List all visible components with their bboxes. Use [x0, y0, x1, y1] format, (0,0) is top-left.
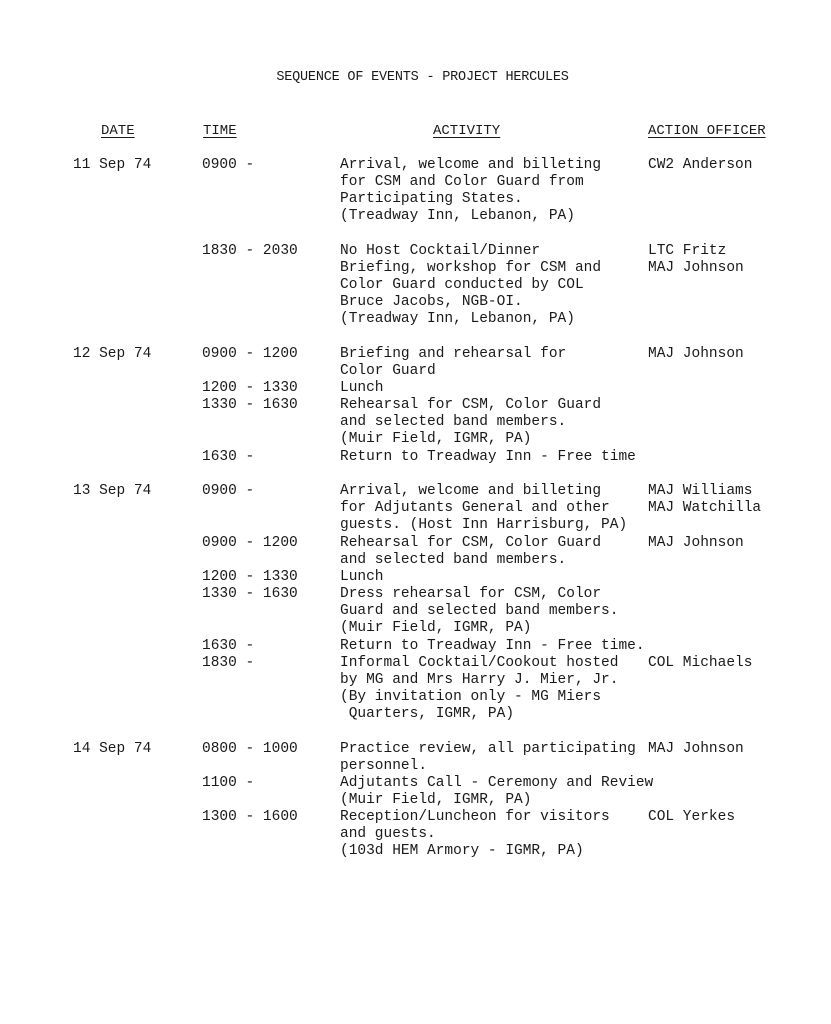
- action-officer-name: MAJ Johnson: [648, 346, 744, 362]
- time-cell: 1630 -: [202, 638, 255, 654]
- activity-line: No Host Cocktail/Dinner: [340, 243, 541, 259]
- action-officer-name: MAJ Johnson: [648, 535, 744, 551]
- activity-line: Rehearsal for CSM, Color Guard: [340, 535, 602, 551]
- time-cell: 1200 - 1330: [202, 569, 298, 585]
- date-cell: 12 Sep 74: [73, 346, 152, 362]
- header-date: DATE: [101, 123, 135, 139]
- action-officer-cell: [648, 243, 828, 277]
- time-cell: 0900 - 1200: [202, 346, 298, 362]
- action-officer-name: COL Yerkes: [648, 809, 736, 825]
- action-officer-name: LTC Fritz: [648, 243, 727, 259]
- action-officer-cell: [648, 809, 828, 826]
- action-officer-name: MAJ Watchilla: [648, 500, 762, 516]
- time-cell: 1330 - 1630: [202, 586, 298, 602]
- activity-line: for CSM and Color Guard from: [340, 174, 584, 190]
- activity-line: Rehearsal for CSM, Color Guard: [340, 397, 602, 413]
- action-officer-name: MAJ Johnson: [648, 741, 744, 757]
- activity-line: Return to Treadway Inn - Free time: [340, 449, 636, 465]
- activity-line: Arrival, welcome and billeting: [340, 483, 602, 499]
- action-officer-cell: [648, 157, 828, 174]
- activity-line: Reception/Luncheon for visitors: [340, 809, 610, 825]
- time-cell: 0900 - 1200: [202, 535, 298, 551]
- activity-line: Color Guard: [340, 363, 436, 379]
- activity-line: Briefing and rehearsal for: [340, 346, 567, 362]
- activity-cell: [340, 397, 645, 448]
- activity-line: (Treadway Inn, Lebanon, PA): [340, 208, 575, 224]
- activity-line: by MG and Mrs Harry J. Mier, Jr.: [340, 672, 619, 688]
- activity-cell: [340, 346, 645, 380]
- activity-line: (Treadway Inn, Lebanon, PA): [340, 311, 575, 327]
- activity-line: Briefing, workshop for CSM and: [340, 260, 602, 276]
- activity-line: Adjutants Call - Ceremony and Review: [340, 775, 654, 791]
- action-officer-name: MAJ Williams: [648, 483, 753, 499]
- activity-line: Lunch: [340, 380, 384, 396]
- activity-line: guests. (Host Inn Harrisburg, PA): [340, 517, 628, 533]
- activity-line: Informal Cocktail/Cookout hosted: [340, 655, 619, 671]
- activity-line: Lunch: [340, 569, 384, 585]
- header-activity: ACTIVITY: [433, 123, 501, 139]
- activity-line: Color Guard conducted by COL: [340, 277, 584, 293]
- time-cell: 0800 - 1000: [202, 741, 298, 757]
- activity-line: Arrival, welcome and billeting: [340, 157, 602, 173]
- activity-line: (Muir Field, IGMR, PA): [340, 792, 532, 808]
- activity-line: and guests.: [340, 826, 436, 842]
- action-officer-cell: [648, 741, 828, 758]
- activity-cell: [340, 655, 645, 723]
- action-officer-cell: [648, 655, 828, 672]
- date-cell: 14 Sep 74: [73, 741, 152, 757]
- date-cell: 13 Sep 74: [73, 483, 152, 499]
- activity-line: and selected band members.: [340, 552, 567, 568]
- activity-line: Participating States.: [340, 191, 523, 207]
- activity-line: (103d HEM Armory - IGMR, PA): [340, 843, 584, 859]
- activity-cell: [340, 380, 645, 397]
- activity-line: Bruce Jacobs, NGB-OI.: [340, 294, 523, 310]
- time-cell: 0900 -: [202, 157, 255, 173]
- time-cell: 1100 -: [202, 775, 255, 791]
- activity-line: Quarters, IGMR, PA): [340, 706, 515, 722]
- activity-cell: [340, 741, 645, 775]
- activity-cell: [340, 535, 645, 569]
- time-cell: 1830 - 2030: [202, 243, 298, 259]
- action-officer-name: CW2 Anderson: [648, 157, 753, 173]
- activity-cell: [340, 775, 654, 809]
- activity-line: personnel.: [340, 758, 428, 774]
- time-cell: 1630 -: [202, 449, 255, 465]
- activity-cell: [340, 243, 645, 328]
- time-cell: 1830 -: [202, 655, 255, 671]
- time-cell: 0900 -: [202, 483, 255, 499]
- activity-cell: [340, 809, 645, 860]
- activity-line: Practice review, all participating: [340, 741, 636, 757]
- date-cell: 11 Sep 74: [73, 157, 152, 173]
- activity-line: Return to Treadway Inn - Free time.: [340, 638, 645, 654]
- action-officer-cell: [648, 535, 828, 552]
- action-officer-name: MAJ Johnson: [648, 260, 744, 276]
- action-officer-cell: [648, 346, 828, 363]
- activity-line: and selected band members.: [340, 414, 567, 430]
- activity-cell: [340, 483, 645, 534]
- time-cell: 1330 - 1630: [202, 397, 298, 413]
- document-title: SEQUENCE OF EVENTS - PROJECT HERCULES: [276, 70, 569, 85]
- header-action-officer: ACTION OFFICER: [648, 123, 766, 139]
- action-officer-cell: [648, 483, 828, 517]
- activity-line: (By invitation only - MG Miers: [340, 689, 602, 705]
- activity-cell: [340, 586, 645, 637]
- header-time: TIME: [203, 123, 237, 139]
- activity-line: Dress rehearsal for CSM, Color: [340, 586, 602, 602]
- activity-cell: [340, 569, 645, 586]
- activity-cell: [340, 638, 645, 655]
- time-cell: 1200 - 1330: [202, 380, 298, 396]
- action-officer-name: COL Michaels: [648, 655, 753, 671]
- activity-line: (Muir Field, IGMR, PA): [340, 431, 532, 447]
- activity-cell: [340, 449, 645, 466]
- activity-cell: [340, 157, 645, 225]
- activity-line: Guard and selected band members.: [340, 603, 619, 619]
- activity-line: (Muir Field, IGMR, PA): [340, 620, 532, 636]
- time-cell: 1300 - 1600: [202, 809, 298, 825]
- activity-line: for Adjutants General and other: [340, 500, 610, 516]
